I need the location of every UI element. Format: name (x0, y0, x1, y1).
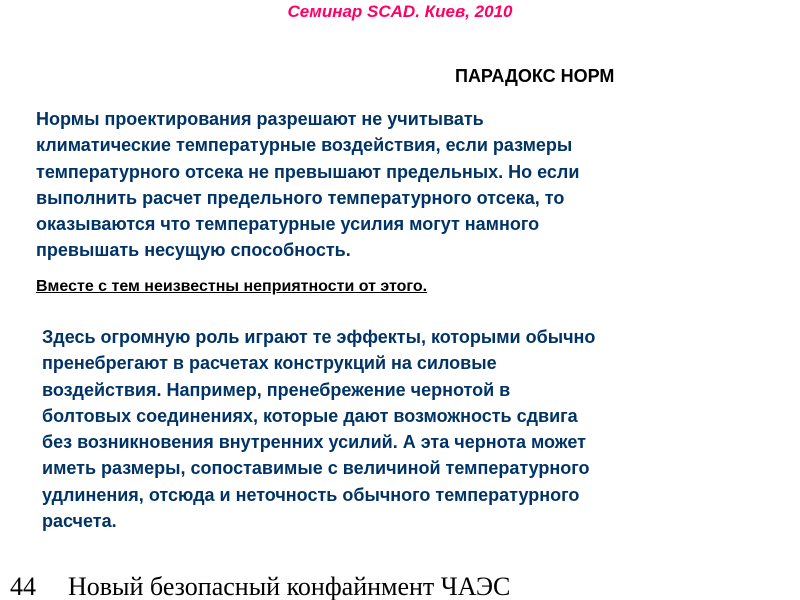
underlined-note: Вместе с тем неизвестны неприятности от этого. (36, 278, 428, 295)
footer-title: Новый безопасный конфайнмент ЧАЭС (68, 572, 511, 600)
text-line: выполнить расчет предельного температурного отсека, то (36, 187, 565, 208)
text-line: без возникновения внутренних усилий. А эта чернота может (42, 432, 586, 453)
text-line: воздействия. Например, пренебрежение чернотой в (42, 379, 511, 400)
slide-header: Семинар SCAD. Киев, 2010 (287, 2, 513, 21)
text-line: оказываются что температурные усилия могут намного (36, 214, 540, 235)
slide-title: ПАРАДОКС НОРМ (455, 66, 615, 86)
paragraph-effects (42, 324, 595, 534)
text-line: Здесь огромную роль играют те эффекты, которыми обычно (42, 327, 596, 347)
text-line: болтовых соединениях, которые дают возможность сдвига (42, 405, 578, 426)
text-line: превышать несущую способность. (36, 240, 351, 261)
slide-number: 44 (10, 572, 36, 600)
paragraph-norms (36, 106, 579, 264)
text-line: Нормы проектирования разрешают не учитывать (36, 109, 484, 129)
text-line: пренебрегают в расчетах конструкций на силовые (42, 353, 497, 374)
text-line: температурного отсека не превышают предельных. Но если (36, 161, 580, 182)
text-line: климатические температурные воздействия, если размеры (36, 135, 573, 156)
text-line: удлинения, отсюда и неточность обычного температурного (42, 484, 580, 505)
slide-footer (0, 572, 800, 600)
text-line: иметь размеры, сопоставимые с величиной температурного (42, 458, 590, 479)
text-line: расчета. (42, 511, 117, 532)
